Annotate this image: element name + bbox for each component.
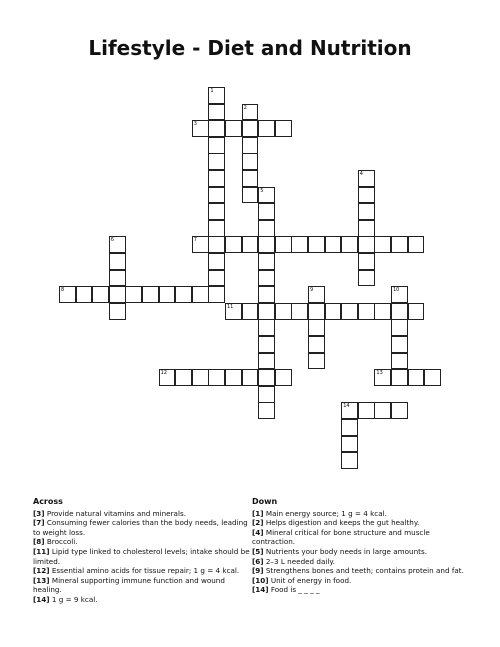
grid-cell[interactable] [391, 369, 408, 386]
grid-cell[interactable] [242, 153, 259, 170]
grid-cell[interactable] [341, 402, 358, 419]
clue-number: 11 [227, 303, 234, 310]
clue-item [33, 595, 251, 605]
grid-cell[interactable] [308, 236, 325, 253]
clue-label: [5] [252, 546, 264, 556]
clue-number: 6 [110, 237, 114, 244]
grid-cell[interactable] [391, 236, 408, 253]
grid-cell[interactable] [242, 104, 259, 121]
grid-cell[interactable] [208, 203, 225, 220]
grid-cell[interactable] [358, 203, 375, 220]
clue-label: [14] [252, 585, 269, 595]
grid-cell[interactable] [59, 286, 76, 303]
grid-cell[interactable] [159, 286, 176, 303]
grid-cell[interactable] [408, 303, 425, 320]
grid-cell[interactable] [408, 369, 425, 386]
grid-cell[interactable] [374, 303, 391, 320]
grid-cell[interactable] [192, 286, 209, 303]
clue-item [33, 576, 251, 595]
grid-cell[interactable] [142, 286, 159, 303]
grid-cell[interactable] [208, 104, 225, 121]
clue-label: [4] [252, 527, 264, 537]
grid-cell[interactable] [258, 303, 275, 320]
grid-cell[interactable] [408, 236, 425, 253]
grid-cell[interactable] [258, 286, 275, 303]
clue-text: Consuming fewer calories than the body needs, leading to weight loss. [33, 518, 248, 537]
grid-cell[interactable] [391, 303, 408, 320]
grid-cell[interactable] [242, 170, 259, 187]
clue-label: [9] [252, 566, 264, 576]
across-clue-list [33, 509, 251, 605]
clue-text: Food is _ _ _ _ [268, 585, 320, 595]
grid-cell[interactable] [391, 353, 408, 370]
grid-cell[interactable] [275, 236, 292, 253]
grid-cell[interactable] [258, 270, 275, 287]
grid-cell[interactable] [308, 286, 325, 303]
grid-cell[interactable] [258, 319, 275, 336]
grid-cell[interactable] [208, 137, 225, 154]
grid-cell[interactable] [175, 286, 192, 303]
clue-label: [6] [252, 556, 264, 566]
grid-cell[interactable] [391, 336, 408, 353]
grid-cell[interactable] [258, 220, 275, 237]
clue-number: 5 [260, 187, 264, 194]
clue-number: 8 [61, 287, 65, 294]
clue-item [252, 528, 474, 547]
grid-cell[interactable] [308, 336, 325, 353]
clue-item [33, 509, 251, 519]
grid-cell[interactable] [225, 303, 242, 320]
clue-item [33, 537, 251, 547]
clue-text: 2–3 L needed daily. [263, 556, 335, 566]
grid-cell[interactable] [175, 369, 192, 386]
grid-cell[interactable] [208, 220, 225, 237]
grid-cell[interactable] [159, 369, 176, 386]
grid-cell[interactable] [358, 220, 375, 237]
clue-number: 9 [310, 287, 314, 294]
grid-cell[interactable] [225, 236, 242, 253]
grid-cell[interactable] [341, 452, 358, 469]
grid-cell[interactable] [374, 236, 391, 253]
down-heading: Down [252, 497, 278, 506]
grid-cell[interactable] [374, 402, 391, 419]
clue-number: 14 [343, 403, 350, 410]
clue-item [252, 547, 474, 557]
clue-text: Unit of energy in food. [268, 575, 352, 585]
grid-cell[interactable] [109, 303, 126, 320]
clue-text: Strengthens bones and teeth; contains protein and fat. [263, 566, 464, 576]
clue-label: [12] [33, 566, 50, 576]
clue-text: Main energy source; 1 g = 4 kcal. [263, 508, 387, 518]
grid-cell[interactable] [109, 236, 126, 253]
clue-item [252, 557, 474, 567]
puzzle-title: Lifestyle - Diet and Nutrition [88, 36, 412, 60]
grid-cell[interactable] [308, 319, 325, 336]
grid-cell[interactable] [258, 236, 275, 253]
grid-cell[interactable] [258, 120, 275, 137]
grid-cell[interactable] [391, 402, 408, 419]
clue-text: Helps digestion and keeps the gut healthy. [263, 518, 420, 528]
clue-label: [7] [33, 518, 45, 528]
grid-cell[interactable] [258, 336, 275, 353]
clue-label: [13] [33, 575, 50, 585]
grid-cell[interactable] [208, 87, 225, 104]
clue-number: 1 [210, 88, 214, 94]
clue-text: Essential amino acids for tissue repair; 1 g = 4 kcal. [49, 566, 240, 576]
grid-cell[interactable] [109, 253, 126, 270]
clue-item [252, 566, 474, 576]
grid-cell[interactable] [208, 270, 225, 287]
grid-cell[interactable] [341, 303, 358, 320]
across-heading: Across [33, 497, 63, 506]
grid-cell[interactable] [242, 303, 259, 320]
clue-text: Provide natural vitamins and minerals. [44, 508, 186, 518]
grid-cell[interactable] [275, 303, 292, 320]
grid-cell[interactable] [242, 369, 259, 386]
grid-cell[interactable] [76, 286, 93, 303]
clue-number: 3 [193, 121, 197, 128]
grid-cell[interactable] [358, 236, 375, 253]
grid-cell[interactable] [208, 170, 225, 187]
grid-cell[interactable] [225, 120, 242, 137]
clue-number: 12 [160, 370, 167, 377]
clue-text: Lipid type linked to cholesterol levels; intake should be limited. [33, 546, 250, 566]
grid-cell[interactable] [208, 187, 225, 204]
clue-text: Broccoli. [44, 537, 78, 547]
grid-cell[interactable] [192, 236, 209, 253]
grid-cell[interactable] [125, 286, 142, 303]
clue-text: 1 g = 9 kcal. [49, 594, 98, 604]
clue-item [252, 585, 474, 595]
grid-cell[interactable] [258, 187, 275, 204]
clue-item [252, 576, 474, 586]
clue-label: [8] [33, 537, 45, 547]
clue-number: 10 [393, 287, 400, 294]
clue-number: 4 [359, 171, 363, 177]
grid-cell[interactable] [192, 369, 209, 386]
grid-cell[interactable] [424, 369, 441, 386]
clue-label: [10] [252, 575, 269, 585]
grid-cell[interactable] [192, 120, 209, 137]
grid-cell[interactable] [341, 236, 358, 253]
clue-item [252, 509, 474, 519]
grid-cell[interactable] [225, 369, 242, 386]
grid-cell[interactable] [258, 203, 275, 220]
grid-cell[interactable] [258, 386, 275, 403]
down-clues [252, 497, 474, 595]
grid-cell[interactable] [391, 286, 408, 303]
grid-cell[interactable] [391, 319, 408, 336]
clue-item [33, 547, 251, 566]
clue-number: 13 [376, 370, 383, 377]
clue-label: [11] [33, 546, 50, 556]
grid-cell[interactable] [258, 369, 275, 386]
clue-number: 2 [243, 104, 247, 111]
clue-number: 7 [193, 237, 197, 244]
grid-cell[interactable] [374, 369, 391, 386]
grid-cell[interactable] [92, 286, 109, 303]
grid-cell[interactable] [109, 286, 126, 303]
clue-label: [14] [33, 594, 50, 604]
clue-label: [2] [252, 518, 264, 528]
grid-cell[interactable] [258, 353, 275, 370]
down-clue-list [252, 509, 474, 595]
grid-cell[interactable] [258, 253, 275, 270]
clue-item [252, 518, 474, 528]
grid-cell[interactable] [358, 170, 375, 187]
grid-cell[interactable] [208, 286, 225, 303]
clue-text: Mineral supporting immune function and wound healing. [33, 575, 225, 595]
grid-cell[interactable] [308, 303, 325, 320]
grid-cell[interactable] [208, 369, 225, 386]
grid-cell[interactable] [291, 236, 308, 253]
clue-text: Mineral critical for bone structure and muscle contraction. [252, 527, 430, 547]
across-clues [33, 497, 251, 605]
grid-cell[interactable] [208, 236, 225, 253]
grid-cell[interactable] [325, 303, 342, 320]
grid-cell[interactable] [275, 120, 292, 137]
grid-cell[interactable] [275, 369, 292, 386]
grid-cell[interactable] [291, 303, 308, 320]
grid-cell[interactable] [208, 153, 225, 170]
grid-cell[interactable] [242, 187, 259, 204]
grid-cell[interactable] [358, 270, 375, 287]
grid-cell[interactable] [208, 120, 225, 137]
grid-cell[interactable] [341, 419, 358, 436]
clue-item [33, 566, 251, 576]
grid-cell[interactable] [258, 402, 275, 419]
grid-cell[interactable] [358, 402, 375, 419]
grid-cell[interactable] [242, 137, 259, 154]
clue-text: Nutrients your body needs in large amounts. [263, 546, 427, 556]
grid-cell[interactable] [242, 120, 259, 137]
clue-label: [1] [252, 508, 264, 518]
clue-label: [3] [33, 508, 45, 518]
grid-cell[interactable] [341, 436, 358, 453]
grid-cell[interactable] [358, 253, 375, 270]
grid-cell[interactable] [109, 270, 126, 287]
grid-cell[interactable] [358, 303, 375, 320]
grid-cell[interactable] [208, 253, 225, 270]
grid-cell[interactable] [358, 187, 375, 204]
grid-cell[interactable] [242, 236, 259, 253]
grid-cell[interactable] [308, 353, 325, 370]
grid-cell[interactable] [325, 236, 342, 253]
clue-item [33, 518, 251, 537]
